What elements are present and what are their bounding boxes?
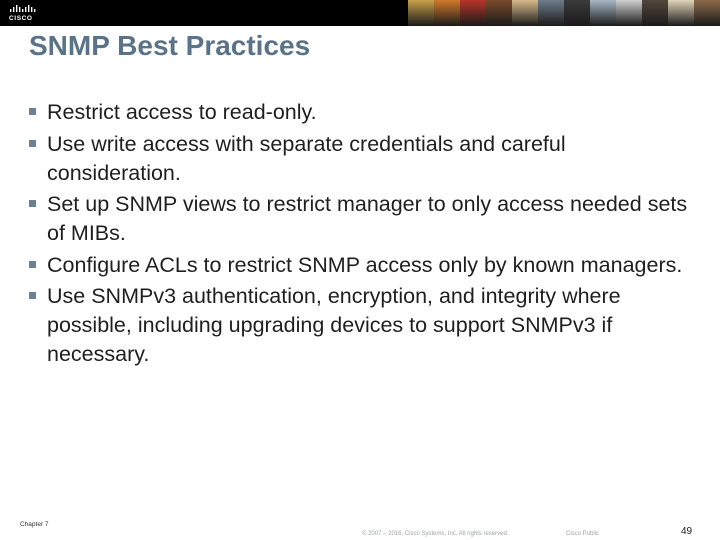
footer-chapter: Chapter 7 — [20, 521, 49, 528]
header-photo-tile — [668, 0, 694, 26]
header-photo-tile — [538, 0, 564, 26]
header-photo-tile — [512, 0, 538, 26]
bullet-item — [29, 282, 699, 369]
bullet-text: Restrict access to read-only. — [47, 100, 317, 124]
bullet-text: Set up SNMP views to restrict manager to only access needed sets of MIBs. — [47, 192, 688, 245]
bullet-text: Use write access with separate credentials and careful consideration. — [47, 131, 566, 185]
header-photo-tile — [564, 0, 590, 26]
svg-text:CISCO: CISCO — [9, 15, 33, 22]
bullet-list — [29, 98, 699, 372]
cisco-logo — [8, 4, 44, 22]
bullet-item — [29, 190, 699, 248]
header-photo-tile — [590, 0, 616, 26]
header-photo-strip — [408, 0, 720, 26]
slide-title: SNMP Best Practices — [29, 30, 311, 61]
header-photo-tile — [486, 0, 512, 26]
header-photo-tile — [408, 0, 434, 26]
header-photo-tile — [616, 0, 642, 26]
footer-copyright: © 2007 – 2016, Cisco Systems, Inc. All rights reserved. — [362, 531, 509, 537]
bullet-text: Configure ACLs to restrict SNMP access only by known managers. — [47, 252, 683, 277]
header-photo-tile — [460, 0, 486, 26]
bullet-item — [29, 130, 699, 188]
bullet-text: Use SNMPv3 authentication, encryption, and integrity where possible, including upgrading devices to support SNMPv3 if necessary. — [47, 284, 621, 366]
bullet-square-icon — [29, 108, 36, 115]
bullet-square-icon — [29, 261, 36, 268]
top-banner — [0, 0, 720, 26]
header-photo-tile — [642, 0, 668, 26]
bullet-item — [29, 98, 699, 127]
header-photo-tile — [434, 0, 460, 26]
page-number: 49 — [681, 526, 693, 537]
bullet-square-icon — [29, 140, 36, 147]
bullet-square-icon — [29, 292, 36, 299]
bullet-square-icon — [29, 200, 36, 207]
bullet-item — [29, 251, 699, 280]
header-photo-tile — [694, 0, 720, 26]
footer-classification: Cisco Public — [566, 531, 600, 537]
